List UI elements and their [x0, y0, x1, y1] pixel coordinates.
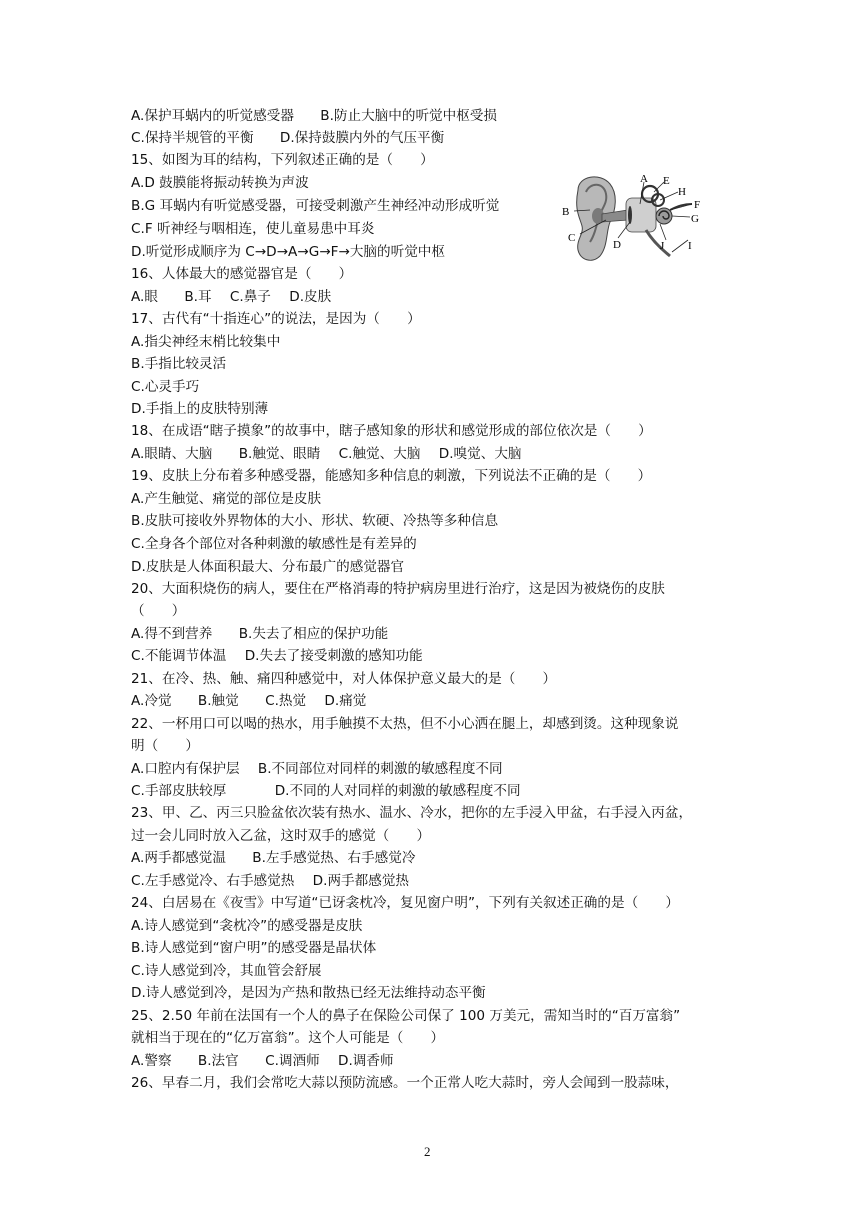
q14-option-c: C.保持半规管的平衡 [131, 130, 254, 146]
q23-option-d: D.两手都感觉热 [312, 873, 410, 889]
q18-option-d: D.嗅觉、大脑 [438, 446, 522, 462]
q22-options-row1 [131, 759, 503, 779]
q17-option-d: D.手指上的皮肤特别薄 [131, 401, 269, 417]
q25-option-c: C.调酒师 [265, 1053, 320, 1069]
q16-option-b: B.耳 [184, 289, 212, 305]
q22-option-d: D.不同的人对同样的刺激的敏感程度不同 [274, 783, 521, 799]
q15-option-d: D.听觉形成顺序为 C→D→A→G→F→大脑的听觉中枢 [131, 244, 445, 260]
q18-stem: 18、在成语“瞎子摸象”的故事中，瞎子感知象的形状和感觉形成的部位依次是（ ） [131, 423, 652, 439]
q20-option-c: C.不能调节体温 [131, 648, 227, 664]
q21-options [131, 691, 366, 711]
q26-stem-line1: 26、早春二月，我们会常吃大蒜以预防流感。一个正常人吃大蒜时，旁人会闻到一股蒜味， [131, 1075, 679, 1091]
ear-label-c: C [568, 232, 576, 244]
q24-option-c: C.诗人感觉到冷，其血管会舒展 [131, 963, 322, 979]
q14-options-row1 [131, 106, 497, 126]
q21-option-d: D.痛觉 [324, 693, 367, 709]
q16-options [131, 287, 331, 307]
q23-options-row2 [131, 871, 409, 891]
q23-stem-line1: 23、甲、乙、丙三只脸盆依次装有热水、温水、冷水，把你的左手浸入甲盆，右手浸入丙盆， [131, 805, 693, 821]
ear-label-g: G [691, 213, 699, 225]
ear-label-i: I [688, 240, 692, 252]
q25-option-b: B.法官 [197, 1053, 239, 1069]
q23-option-a: A.两手都感觉温 [131, 850, 226, 866]
q14-option-d: D.保持鼓膜内外的气压平衡 [279, 130, 445, 146]
q25-stem-line1: 25、2.50 年前在法国有一个人的鼻子在保险公司保了 100 万美元，需知当时的“百万富翁” [131, 1008, 681, 1024]
q20-stem-line1: 20、大面积烧伤的病人，要住在严格消毒的特护病房里进行治疗，这是因为被烧伤的皮肤 [131, 581, 665, 597]
q19-option-c: C.全身各个部位对各种刺激的敏感性是有差异的 [131, 536, 417, 552]
q22-option-b: B.不同部位对同样的刺激的敏感程度不同 [257, 761, 503, 777]
q17-option-b: B.手指比较灵活 [131, 356, 227, 372]
q20-options-row2 [131, 646, 423, 666]
page-number: 2 [424, 1144, 431, 1159]
q21-stem: 21、在冷、热、触、痛四种感觉中，对人体保护意义最大的是（ ） [131, 671, 557, 687]
ear-label-e: E [663, 175, 670, 187]
q15-stem: 15、如图为耳的结构，下列叙述正确的是（ ） [131, 152, 434, 168]
q18-options [131, 444, 522, 464]
q19-stem: 19、皮肤上分布着多种感受器，能感知多种信息的刺激，下列说法不正确的是（ ） [131, 468, 652, 484]
q17-option-a: A.指尖神经末梢比较集中 [131, 334, 281, 350]
q23-option-b: B.左手感觉热、右手感觉冷 [252, 850, 416, 866]
q15-option-a: A.D 鼓膜能将振动转换为声波 [131, 175, 309, 191]
q15-option-c: C.F 听神经与咽相连，使儿童易患中耳炎 [131, 221, 375, 237]
q16-option-c: C.鼻子 [229, 289, 271, 305]
q16-option-d: D.皮肤 [289, 289, 332, 305]
q25-option-d: D.调香师 [338, 1053, 394, 1069]
q23-options-row1 [131, 848, 415, 868]
ear-label-h: H [678, 186, 686, 198]
q16-stem: 16、人体最大的感觉器官是（ ） [131, 266, 353, 282]
q25-stem-line2: 就相当于现在的“亿万富翁”。这个人可能是（ ） [131, 1030, 445, 1046]
q18-option-b: B.触觉、眼睛 [238, 446, 321, 462]
q19-option-d: D.皮肤是人体面积最大、分布最广的感觉器官 [131, 559, 405, 575]
q18-option-c: C.触觉、大脑 [338, 446, 421, 462]
q15-option-b: B.G 耳蜗内有听觉感受器，可接受刺激产生神经冲动形成听觉 [131, 198, 500, 214]
ear-label-d: D [613, 239, 621, 251]
q19-option-a: A.产生触觉、痛觉的部位是皮肤 [131, 491, 322, 507]
q23-option-c: C.左手感觉冷、右手感觉热 [131, 873, 295, 889]
q22-option-a: A.口腔内有保护层 [131, 761, 240, 777]
ear-structure-figure [560, 170, 706, 266]
q25-option-a: A.警察 [131, 1053, 172, 1069]
q20-options-row1 [131, 624, 388, 644]
q24-option-b: B.诗人感觉到“窗户明”的感受器是晶状体 [131, 940, 377, 956]
q25-options [131, 1051, 394, 1071]
q14-option-a: A.保护耳蜗内的听觉感受器 [131, 108, 294, 124]
q17-stem: 17、古代有“十指连心”的说法，是因为（ ） [131, 311, 421, 327]
q16-option-a: A.眼 [131, 289, 158, 305]
q14-option-b: B.防止大脑中的听觉中枢受损 [320, 108, 498, 124]
q21-option-b: B.触觉 [197, 693, 239, 709]
q22-options-row2 [131, 781, 521, 801]
q24-option-d: D.诗人感觉到冷，是因为产热和散热已经无法维持动态平衡 [131, 985, 486, 1001]
q22-stem-line1: 22、一杯用口可以喝的热水，用手触摸不太热，但不小心洒在腿上，却感到烫。这种现象说 [131, 716, 679, 732]
ear-label-b: B [562, 206, 570, 218]
q17-option-c: C.心灵手巧 [131, 379, 200, 395]
q20-option-d: D.失去了接受刺激的感知功能 [244, 648, 423, 664]
ear-label-a: A [640, 173, 648, 185]
q23-stem-line2: 过一会儿同时放入乙盆，这时双手的感觉（ ） [131, 828, 431, 844]
q20-option-b: B.失去了相应的保护功能 [238, 626, 389, 642]
q21-option-a: A.冷觉 [131, 693, 172, 709]
q22-option-c: C.手部皮肤较厚 [131, 783, 227, 799]
ear-label-f: F [694, 199, 701, 211]
q18-option-a: A.眼睛、大脑 [131, 446, 213, 462]
q20-option-a: A.得不到营养 [131, 626, 213, 642]
q19-option-b: B.皮肤可接收外界物体的大小、形状、软硬、冷热等多种信息 [131, 513, 499, 529]
q14-options-row2 [131, 128, 444, 148]
q21-option-c: C.热觉 [265, 693, 307, 709]
ear-label-j: J [660, 240, 665, 252]
q20-stem-line2: （ ） [131, 603, 186, 619]
q24-stem: 24、白居易在《夜雪》中写道“已讶衾枕冷，复见窗户明”，下列有关叙述正确的是（ ） [131, 895, 679, 911]
q22-stem-line2: 明（ ） [131, 738, 199, 754]
q24-option-a: A.诗人感觉到“衾枕冷”的感受器是皮肤 [131, 918, 363, 934]
